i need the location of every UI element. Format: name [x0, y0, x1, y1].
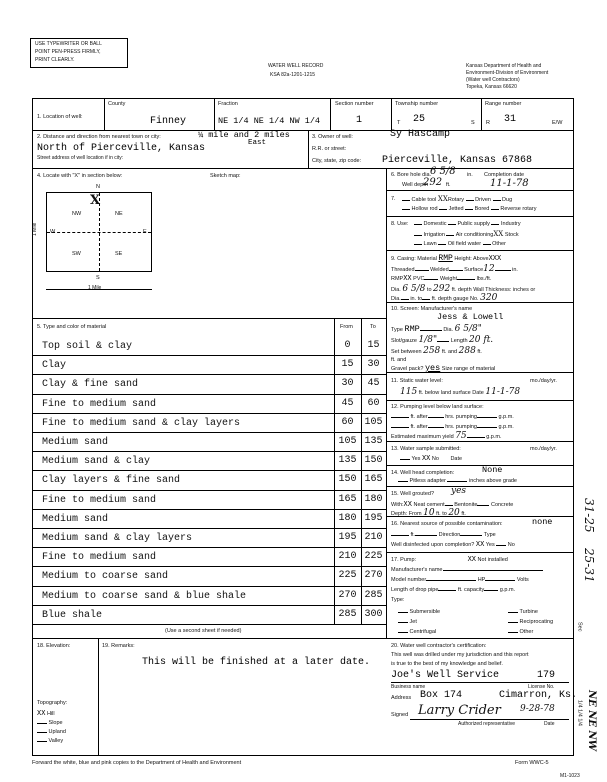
to-cell: 285 [364, 589, 383, 601]
pump-type-col-1 [398, 607, 440, 637]
contam-ft: ft. [410, 532, 416, 538]
pump-gpm: g.p.m. [498, 414, 514, 420]
grout-from: 10 [423, 508, 435, 518]
material-cell: Fine to medium sand & clay layers [42, 417, 241, 429]
wall-thickness: Wall Thickness: inches or [473, 287, 536, 293]
to-cell: 300 [364, 608, 383, 620]
material-cell: Fine to medium sand [42, 552, 157, 564]
to-cell: 165 [364, 474, 383, 486]
concrete: Concrete [490, 502, 514, 508]
instruction-box [30, 38, 128, 68]
rotary: Rotary [447, 197, 465, 203]
rmp-label: RMP [391, 276, 404, 282]
instruction-line-3: PRINT CLEARLY. [35, 57, 75, 63]
use-other: Other [492, 241, 506, 247]
topo-valley: Valley [48, 738, 64, 744]
contam-type: Type [483, 532, 496, 538]
pumping-label: 12. Pumping level below land surface: [391, 404, 484, 410]
static-mo: mo./day/yr. [530, 378, 557, 384]
screen-type-label: Type [391, 327, 403, 333]
set-ft: ft. [477, 349, 482, 355]
from-cell: 105 [338, 436, 357, 447]
jetted: Jetted [448, 206, 464, 212]
static-row [400, 389, 520, 397]
well-depth-ft: ft. [446, 182, 451, 188]
pump-row-2 [391, 577, 529, 584]
from-cell: 150 [338, 474, 357, 486]
mile-horizontal-label: 1 Mile [88, 285, 102, 291]
bore-hole-label: 6. Bore hole dia. [391, 172, 432, 178]
slot-label: Slot/gauze [391, 338, 417, 344]
remarks-label: 19. Remarks: [102, 643, 135, 649]
township-suffix: S [471, 120, 475, 126]
contam-direction: Direction [438, 532, 461, 538]
material-cell: Fine to medium sand [42, 494, 157, 506]
casing-ft-depth2: ft. depth [431, 296, 452, 302]
pump-gpm-2: g.p.m. [498, 424, 514, 430]
from-cell: 15 [341, 359, 354, 371]
disinfect-label: Well disinfected upon completion? [391, 542, 475, 548]
from-label: From [340, 324, 353, 330]
dug: Dug [502, 197, 513, 203]
agency-line-1: Kansas Department of Health and [466, 63, 542, 69]
use-domestic: Domestic [423, 221, 447, 227]
distance-value-2: North of Pierceville, Kansas [37, 143, 206, 154]
pump-hp: HP [477, 577, 486, 583]
sketch-map-label: Sketch map: [210, 173, 241, 179]
sample-yes: Yes [411, 456, 421, 462]
form-number: Form WWC-5 [515, 760, 549, 766]
address-value: Box 174 [420, 690, 463, 701]
margin-note-a: 31-25 [582, 498, 596, 533]
grout-ft-to: ft. to [436, 511, 447, 517]
use-label: 8. Use: [391, 221, 409, 227]
static-date-label: Date [472, 390, 484, 396]
method-row-1 [402, 196, 512, 204]
topo-slope: Slope [48, 720, 63, 726]
gauge-value: 320 [480, 293, 498, 303]
weight-label: Weight [440, 276, 458, 282]
business-name: Joe's Well Service [391, 670, 500, 681]
material-cell: Clay [42, 360, 67, 372]
casing-ft-depth: ft. depth [451, 287, 472, 293]
material-cell: Medium to coarse sand & blue shale [42, 590, 247, 602]
signed-label: Signed [391, 712, 409, 718]
inches-above-grade: inches above grade [468, 478, 517, 484]
disinfect-row [391, 542, 515, 549]
range-value: 31 [504, 114, 517, 125]
slot-value: 1/8" [418, 335, 438, 345]
form-title: WATER WELL RECORD [268, 63, 324, 69]
screen-label: 10. Screen: Manufacturer's name [391, 306, 473, 312]
height-label: Height: Above [454, 256, 489, 262]
static-below: ft. below land surface [418, 390, 471, 396]
casing-in-to: in. to [410, 296, 423, 302]
mile-vertical-label: 1 Mile [32, 222, 38, 236]
nw-label: NW [72, 211, 82, 217]
east-label: E [143, 229, 147, 235]
contamination-label: 16. Nearest source of possible contamination: [391, 521, 503, 527]
topography-label: Topography: [37, 700, 68, 706]
casing-row-4 [391, 286, 535, 294]
gravel-label: Gravel pack? [391, 366, 424, 372]
material-cell: Medium sand & clay layers [42, 533, 193, 544]
use-row-2 [414, 231, 519, 239]
remarks-text: This will be finished at a later date. [142, 657, 371, 668]
business-name-label: Business name [391, 684, 426, 690]
grout-depth: Depth: From [391, 511, 422, 517]
west-label: W [50, 229, 56, 235]
bentonite: Bentonite [454, 502, 478, 508]
rotary-mark: XX [437, 195, 448, 203]
to-cell: 15 [367, 340, 380, 351]
use-irrigation: Irrigation [423, 232, 445, 238]
distance-value: ¼ mile and 2 miles [198, 130, 290, 140]
material-cell: Blue shale [42, 609, 103, 621]
casing-label: 9. Casing: Material [391, 256, 437, 262]
set-ft-and: ft. and [441, 349, 458, 355]
pump-reciprocating: Reciprocating [519, 619, 554, 625]
pump-row-1 [391, 567, 543, 574]
use-public: Public supply [457, 221, 490, 227]
disinfect-yes: Yes [485, 542, 495, 548]
pump-jet: Jet [409, 619, 417, 625]
from-cell: 0 [344, 340, 351, 351]
pump-mfr: Manufacturer's name [391, 567, 443, 573]
cert-line-1: This well was drilled under my jurisdiction and this report [391, 652, 529, 658]
location-label: 1. Location of well: [37, 114, 83, 120]
agency-line-2: Environment-Division of Environment [466, 70, 549, 76]
pump-label: 17. Pump: [391, 557, 417, 563]
use-air: Air conditioning [455, 232, 494, 238]
from-cell: 285 [338, 608, 357, 620]
hill-mark: XX [37, 710, 46, 718]
from-cell: 135 [338, 455, 357, 467]
margin-sec: Sec [576, 622, 583, 632]
from-cell: 165 [338, 493, 357, 505]
bore-in: in. [467, 172, 473, 178]
static-level-label: 11. Static water level: [391, 378, 443, 384]
to-cell: 105 [364, 416, 383, 428]
drop-pipe-ft: ft. capacity [457, 587, 485, 593]
footer-text: Forward the white, blue and pink copies to the Department of Health and Environment [32, 760, 242, 766]
county-label: County [108, 101, 126, 107]
to-cell: 30 [367, 359, 380, 371]
cable-tool: Cable tool [411, 197, 437, 203]
casing-row-1 [391, 256, 501, 263]
to-cell: 150 [364, 455, 383, 467]
pump-centrifugal: Centrifugal [409, 629, 437, 635]
material-cell: Clay layers & fine sand [42, 475, 181, 487]
grouted-label: 15. Well grouted? [391, 491, 435, 497]
pump-turbine: Turbine [519, 609, 538, 615]
fraction-label: Fraction [218, 101, 238, 107]
material-cell: Medium sand & clay [42, 456, 151, 468]
address-label: Address [391, 695, 412, 701]
casing-row-3 [391, 276, 491, 283]
gauge-label: gauge No. [453, 296, 479, 302]
margin-quarters: 1/4 1/4 1/4 [576, 700, 583, 726]
casing-depth-value: 292 [433, 284, 451, 294]
surface-label: Surface [464, 267, 484, 273]
set-from: 258 [423, 346, 441, 356]
bore-hole-dia: 6 5/8 [430, 166, 456, 177]
north-label: N [96, 184, 100, 190]
cert-line-2: is true to the best of my knowledge and belief. [391, 661, 503, 667]
material-cell: Medium to coarse sand [42, 571, 169, 583]
range-prefix: R [486, 120, 490, 126]
contamination-row [391, 532, 496, 539]
to-cell: 210 [364, 532, 383, 543]
instruction-line-2: POINT PEN-PRESS FIRMLY, [35, 49, 101, 55]
topography-options [37, 710, 66, 746]
cert-label: 20. Water well contractor's certification: [391, 643, 487, 649]
grout-ft: ft. [461, 511, 466, 517]
form-statute: KSA 82a-1201-1215 [270, 72, 316, 78]
disinfect-mark: XX [475, 541, 485, 549]
rmp-mark: XX [403, 275, 412, 283]
pumping-row-1 [391, 414, 514, 421]
disinfect-no: No [507, 542, 515, 548]
range-suffix: E/W [552, 120, 563, 126]
casing-row-2 [391, 266, 518, 274]
driven: Driven [475, 197, 491, 203]
use-lawn: Lawn [423, 241, 437, 247]
authorized-label: Authorized representative [458, 721, 515, 727]
material-cell: Medium sand [42, 513, 109, 525]
license-no: 179 [537, 670, 556, 681]
gravel-size-label: Size range of material [441, 366, 496, 372]
agency-line-3: (Water well Contractors) [466, 77, 520, 83]
elevation-label: 18. Elevation: [37, 643, 71, 649]
to-cell: 45 [367, 378, 380, 390]
form-code: M1-1023 [560, 773, 580, 779]
section-label: Section number [335, 101, 374, 107]
use-row-1 [414, 221, 521, 228]
from-cell: 30 [341, 378, 354, 390]
township-prefix: T [397, 120, 401, 126]
method-row-2 [402, 206, 536, 213]
from-cell: 60 [341, 416, 354, 428]
stock-mark: XX [493, 230, 504, 238]
cert-date-label: Date [544, 721, 555, 727]
address-city: Cimarron, Ks. [499, 690, 578, 701]
material-note: (Use a second sheet if needed) [165, 628, 242, 634]
distance-east: East [248, 139, 267, 147]
to-cell: 195 [364, 512, 383, 524]
use-oil: Oil field water [447, 241, 482, 247]
south-label: S [96, 275, 100, 281]
screen-dia-label: Dia. [443, 327, 454, 333]
method-label: 7. [391, 196, 396, 202]
grout-with: With: [391, 502, 404, 508]
gravel-value: yes [424, 363, 441, 373]
pump-ft-after: ft. after [410, 414, 428, 420]
pump-row-0 [391, 557, 508, 564]
from-cell: 210 [338, 551, 357, 563]
static-level-value: 115 [400, 387, 418, 397]
sample-date: Date [450, 456, 463, 462]
sample-mark: XX [421, 455, 431, 463]
margin-note-c: NE NE NW [586, 690, 597, 751]
pump-hrs-2: hrs. pumping [445, 424, 477, 430]
drop-pipe-gpm: g.p.m. [499, 587, 516, 593]
grout-to: 20 [448, 508, 460, 518]
wellhead-value: None [482, 465, 503, 475]
fraction-value: NE 1/4 NE 1/4 NW 1/4 [218, 116, 321, 126]
height-value: XXX [488, 255, 502, 263]
casing-dia-label: Dia. [391, 287, 401, 293]
pvc-label: PVC [413, 276, 425, 282]
casing-material: RMP [438, 254, 453, 263]
section-value: 1 [356, 115, 363, 126]
township-label: Township number [395, 101, 439, 107]
to-cell: 135 [364, 436, 383, 447]
street-address-label: Street address of well location if in city: [37, 155, 124, 161]
to-label: To [370, 324, 376, 330]
well-location-mark: X [90, 193, 101, 208]
from-cell: 180 [338, 512, 357, 524]
to-cell: 270 [364, 570, 383, 582]
welded: Welded [430, 267, 449, 273]
pump-model: Model number [391, 577, 427, 583]
from-cell: 225 [338, 570, 357, 582]
distance-label: 2. Distance and direction from nearest town or city: [37, 134, 161, 140]
casing-to: to [426, 287, 432, 293]
license-label: License No. [528, 684, 555, 690]
material-cell: Fine to medium sand [42, 398, 157, 410]
pump-row-3 [391, 587, 515, 594]
reverse-rotary: Reverse rotary [500, 206, 537, 212]
wellhead-row [398, 478, 517, 485]
instruction-line-1: USE TYPEWRITER OR BALL [35, 41, 102, 47]
to-cell: 60 [367, 397, 380, 409]
city-label: City, state, zip code: [312, 158, 362, 164]
pump-type-col-2 [508, 607, 553, 637]
lbsft-label: lbs./ft. [476, 276, 492, 282]
grout-mark: XX [403, 501, 412, 509]
use-row-3 [414, 241, 506, 248]
cert-date: 9-28-78 [520, 704, 555, 714]
use-stock: Stock [504, 232, 519, 238]
county-value: Finney [150, 116, 187, 127]
length-label: Length [450, 338, 468, 344]
to-cell: 225 [364, 551, 383, 563]
est-yield-label: Estimated maximum yield [391, 434, 454, 440]
rr-label: R.R. or street: [312, 146, 347, 152]
wellhead-label: 14. Well head completion: [391, 470, 455, 476]
threaded: Threaded [391, 267, 415, 273]
screen-row-2 [391, 337, 493, 345]
pump-mark: XX [467, 556, 477, 564]
agency-line-4: Topeka, Kansas 66620 [466, 84, 517, 90]
range-label: Range number [485, 101, 522, 107]
sample-mo: mo./day/yr. [530, 446, 557, 452]
casing-dia-value: 6 5/8 [402, 284, 426, 294]
topo-hill: Hill [46, 711, 55, 717]
set-between-label: Set between [391, 349, 422, 355]
hollow-rod: Hollow rod [411, 206, 438, 212]
well-depth-label: Well depth [402, 182, 428, 188]
pumping-row-3 [391, 433, 501, 441]
static-date-value: 11-1-78 [485, 387, 521, 397]
from-cell: 270 [338, 589, 357, 601]
well-depth-value: 292 [423, 177, 443, 188]
pump-volts: Volts [516, 577, 529, 583]
contamination-value: none [532, 517, 553, 527]
surface-in: in. [512, 267, 518, 273]
casing-row-5 [391, 295, 497, 303]
pump-type-label: Type: [391, 597, 405, 603]
ne-label: NE [115, 211, 123, 217]
pitless: Pitless adapter [409, 478, 446, 484]
material-cell: Top soil & clay [42, 341, 133, 352]
topo-upland: Upland [48, 729, 66, 735]
bored: Bored [474, 206, 490, 212]
pump-submersible: Submersible [409, 609, 441, 615]
neat-cement: Neat cement [413, 502, 445, 508]
grout-row-2 [391, 510, 466, 518]
screen-row-4 [391, 357, 406, 364]
pump-other: Other [519, 629, 534, 635]
locate-label: 4. Locate with "X" in section below: [37, 173, 123, 179]
pump-hrs: hrs. pumping [445, 414, 477, 420]
surface-value: 12 [483, 264, 495, 274]
city-value: Pierceville, Kansas 67868 [382, 155, 533, 166]
use-industry: Industry [501, 221, 521, 227]
screen-row-3 [391, 348, 482, 356]
pump-ft-after-2: ft. after [410, 424, 428, 430]
to-cell: 180 [364, 493, 383, 505]
screen-mfr: Jess & Lowell [437, 312, 504, 322]
township-value: 25 [413, 114, 426, 125]
sw-label: SW [72, 251, 81, 257]
est-yield-gpm: g.p.m. [486, 434, 502, 440]
screen-type: RMP [404, 324, 420, 334]
grouted-value: yes [451, 486, 467, 496]
sample-no: No [431, 456, 439, 462]
screen-row-1 [391, 326, 482, 334]
est-yield-value: 75 [455, 431, 467, 441]
owner-label: 3. Owner of well: [312, 134, 353, 140]
completion-label: Completion date [484, 172, 525, 178]
sample-row [400, 456, 462, 463]
screen-dia: 6 5/8" [454, 324, 482, 334]
pumping-row-2 [391, 424, 514, 431]
signature: Larry Crider [418, 703, 501, 718]
set-to: 288 [458, 346, 476, 356]
owner-value: Sy Hascamp [390, 129, 451, 140]
completion-date: 11-1-78 [490, 178, 529, 189]
set-ft-and-2: ft. and [391, 357, 407, 363]
not-installed: Not installed [477, 557, 508, 563]
margin-note-b: 25-31 [582, 548, 596, 583]
material-cell: Clay & fine sand [42, 379, 139, 391]
material-label: 5. Type and color of material [37, 324, 107, 330]
from-cell: 45 [341, 397, 354, 409]
from-cell: 195 [338, 532, 357, 543]
casing-dia2-label: Dia. [391, 296, 401, 302]
material-cell: Medium sand [42, 437, 109, 448]
length-value: 20 ft. [469, 335, 494, 345]
sample-label: 13. Water sample submitted: [391, 446, 461, 452]
se-label: SE [115, 251, 123, 257]
screen-row-5 [391, 365, 495, 373]
drop-pipe: Length of drop pipe [391, 587, 439, 593]
